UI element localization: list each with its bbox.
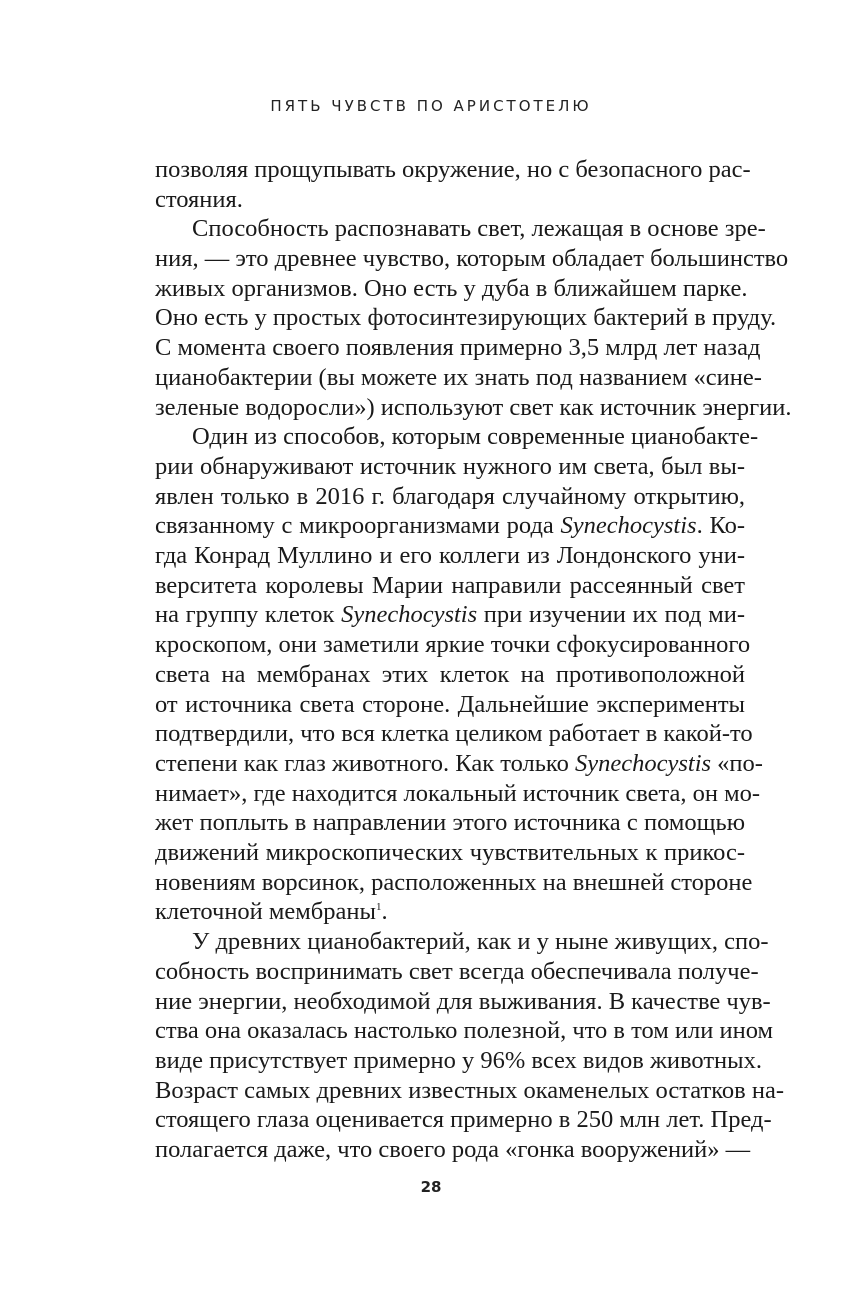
text-line: цианобактерии (вы можете их знать под названием «сине- <box>155 364 762 391</box>
text-line: степени как глаз животного. Как только Synechocystis «по- <box>155 750 763 777</box>
text-line: Возраст самых древних известных окаменелых остатков на- <box>155 1077 784 1104</box>
text-line: стояния. <box>155 186 243 213</box>
text-line: ства она оказалась настолько полезной, что в том или ином <box>155 1017 773 1044</box>
text-line: подтвердили, что вся клетка целиком работает в какой-то <box>155 720 753 747</box>
page-number: 28 <box>420 1178 442 1196</box>
text-line: света на мембранах этих клеток на противоположной <box>155 661 745 688</box>
text-line: позволяя прощупывать окружение, но с безопасного рас- <box>155 156 751 183</box>
footnote-marker: 1 <box>375 900 382 913</box>
text-line: виде присутствует примерно у 96% всех видов животных. <box>155 1047 762 1074</box>
text-line: новениям ворсинок, расположенных на внешней стороне <box>155 869 753 896</box>
text-line: живых организмов. Оно есть у дуба в ближайшем парке. <box>155 275 748 302</box>
running-head: ПЯТЬ ЧУВСТВ ПО АРИСТОТЕЛЮ <box>270 97 592 115</box>
text-line: С момента своего появления примерно 3,5 млрд лет назад <box>155 334 761 361</box>
text-line: движений микроскопических чувствительных к прикос- <box>155 839 745 866</box>
text-line: ния, — это древнее чувство, которым обладает большинство <box>155 245 789 272</box>
text-line: полагается даже, что своего рода «гонка вооружений» — <box>155 1136 751 1163</box>
text-line: Способность распознавать свет, лежащая в основе зре- <box>192 215 766 242</box>
text-line: от источника света стороне. Дальнейшие эксперименты <box>155 691 745 718</box>
text-line: собность воспринимать свет всегда обеспечивала получе- <box>155 958 759 985</box>
text-line: на группу клеток Synechocystis при изучении их под ми- <box>155 601 745 628</box>
text-line: рии обнаруживают источник нужного им света, был вы- <box>155 453 745 480</box>
text-line: стоящего глаза оценивается примерно в 250 млн лет. Пред- <box>155 1106 772 1133</box>
text-line: кроскопом, они заметили яркие точки сфокусированного <box>155 631 751 658</box>
text-line: У древних цианобактерий, как и у ныне живущих, спо- <box>192 928 769 955</box>
text-line: нимает», где находится локальный источник света, он мо- <box>155 780 761 807</box>
text-line: Один из способов, которым современные цианобакте- <box>192 423 759 450</box>
text-line: явлен только в 2016 г. благодаря случайному открытию, <box>155 483 745 510</box>
text-line: ние энергии, необходимой для выживания. В качестве чув- <box>155 988 771 1015</box>
text-line: зеленые водоросли») используют свет как источник энергии. <box>155 394 792 421</box>
text-line: жет поплыть в направлении этого источника с помощью <box>155 809 745 836</box>
text-line: верситета королевы Марии направили рассеянный свет <box>155 572 745 599</box>
text-line: связанному с микроорганизмами рода Synechocystis. Ко- <box>155 512 745 539</box>
text-line: Оно есть у простых фотосинтезирующих бактерий в пруду. <box>155 304 777 331</box>
text-line: гда Конрад Муллино и его коллеги из Лондонского уни- <box>155 542 745 569</box>
text-line: клеточной мембраны$^1$. <box>155 898 388 925</box>
